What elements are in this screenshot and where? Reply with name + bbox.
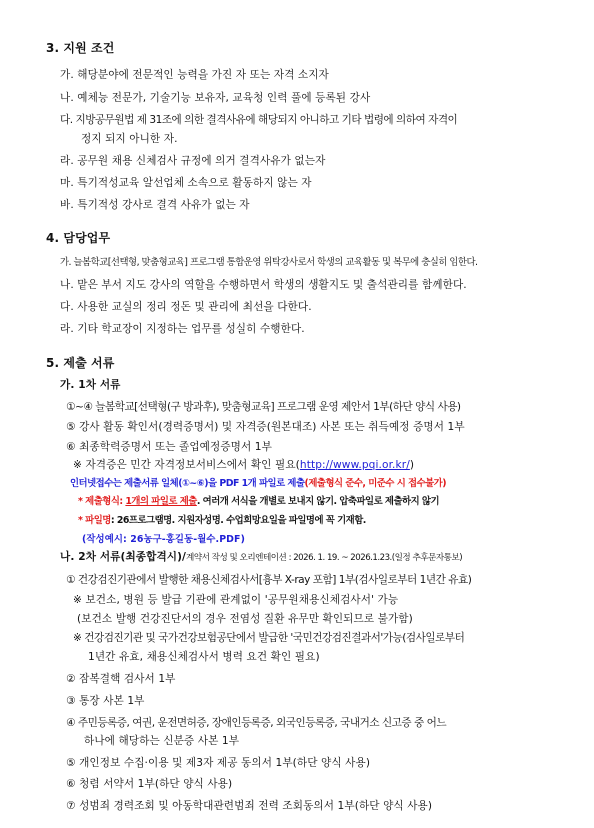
format-desc: . 여러개 서식을 개별로 보내지 않기. 압축파일로 제출하지 않기 <box>196 496 440 507</box>
s4-item-ra: 라. 기타 학교장이 지정하는 업무를 성실히 수행한다. <box>60 323 305 335</box>
s4-item-da: 다. 사용한 교실의 정리 정돈 및 관리에 최선을 다한다. <box>60 301 312 313</box>
submission-rule: 인터넷접수는 제출서류 일체(①~⑥)을 PDF 1개 파일로 제출 <box>70 478 305 489</box>
sub1-title: 가. 1차 서류 <box>60 379 121 391</box>
section-4-title: 4. 담당업무 <box>46 231 111 245</box>
section-5-title: 5. 제출 서류 <box>46 356 115 370</box>
s3-item-ga: 가. 해당분야에 전문적인 능력을 가진 자 또는 자격 소지자 <box>60 69 329 81</box>
filename-label: * 파일명 <box>78 515 111 526</box>
sub1-line-2: ⑤ 강사 활동 확인서(경력증명서) 및 자격증(원본대조) 사본 또는 취득예정 증명서 1부 <box>66 421 465 433</box>
sub1-line-3: ⑥ 최종학력증명서 또는 졸업예정증명서 1부 <box>66 441 272 453</box>
s3-item-da: 다. 지방공무원법 제 31조에 의한 결격사유에 해당되지 아니하고 기타 법령에 의하여 자격이 <box>60 114 458 126</box>
sub2-line-4: ※ 건강검진기관 및 국가건강보험공단에서 발급한 '국민건강검진결과서'가능(검사일로부터 <box>73 632 465 644</box>
sub2-line-10: ⑤ 개인정보 수집·이용 및 제3자 제공 동의서 1부(하단 양식 사용) <box>66 757 371 769</box>
sub1-line-4-close: ) <box>409 459 415 471</box>
s4-item-na: 나. 맡은 부서 지도 강사의 역할을 수행하면서 학생의 생활지도 및 출석관리를 함께한다. <box>60 279 467 291</box>
section-3-title: 3. 지원 조건 <box>46 41 115 55</box>
sub1-example: (작성예시: 26농구-홍길동-월수.PDF) <box>82 534 245 545</box>
submission-warning: (제출형식 준수, 미준수 시 접수불가) <box>304 478 447 489</box>
s3-item-ba: 바. 특기적성 강사로 결격 사유가 없는 자 <box>60 199 250 211</box>
filename-desc: : 26프로그램명. 지원자성명. 수업희망요일을 파일명에 꼭 기재함. <box>110 515 366 526</box>
sub2-title: 나. 2차 서류(최종합격시)/ <box>60 551 187 563</box>
s3-item-ra: 라. 공무원 채용 신체검사 규정에 의거 결격사유가 없는자 <box>60 155 326 167</box>
format-label: * 제출형식: <box>78 496 126 507</box>
s4-item-ga: 가. 늘봄학교[선택형, 맞춤형교육] 프로그램 통합운영 위탁강사로서 학생의 교육활동 및 복무에 충실히 임한다. <box>60 257 478 268</box>
sub2-line-2: ※ 보건소, 병원 등 발급 기관에 관계없이 '공무원채용신체검사서' 가능 <box>73 594 399 606</box>
sub1-line-6 <box>78 495 439 509</box>
format-one-file: 1개의 파일로 제출 <box>125 496 197 507</box>
sub1-line-7 <box>78 514 366 528</box>
s3-item-na: 나. 예체능 전문가, 기술기능 보유자, 교육청 인력 풀에 등록된 강사 <box>60 92 371 104</box>
sub2-line-3: (보건소 발행 건강진단서의 경우 전염성 질환 유무만 확인되므로 불가함) <box>77 613 413 625</box>
sub2-title-line <box>60 550 462 565</box>
sub2-line-7: ③ 통장 사본 1부 <box>66 695 145 707</box>
sub1-line-4 <box>73 458 414 472</box>
s3-item-da-cont: 정지 되지 아니한 자. <box>81 133 178 145</box>
s3-item-ma: 마. 특기적성교육 알선업체 소속으로 활동하지 않는 자 <box>60 177 312 189</box>
pqi-link[interactable]: http://www.pqi.or.kr/ <box>299 459 410 471</box>
sub1-line-1: ①~④ 늘봄학교[선택형(구 방과후), 맞춤형교육] 프로그램 운영 제안서 1부(하단 양식 사용) <box>66 401 461 413</box>
sub2-line-9: 하나에 해당하는 신분증 사본 1부 <box>84 735 240 747</box>
sub2-line-11: ⑥ 청렴 서약서 1부(하단 양식 사용) <box>66 778 233 790</box>
sub1-line-5 <box>70 477 446 491</box>
sub2-line-1: ① 건강검진기관에서 발행한 채용신체검사서[흉부 X-ray 포함] 1부(검사일로부터 1년간 유효) <box>66 574 472 586</box>
sub2-line-8: ④ 주민등록증, 여권, 운전면허증, 장애인등록증, 외국인등록증, 국내거소 신고증 중 어느 <box>66 717 447 729</box>
sub2-title-note: 계약서 작성 및 오리엔테이션 : 2026. 1. 19. ~ 2026.1.23.(일정 추후문자통보) <box>186 553 463 563</box>
sub1-line-4-text: ※ 자격증은 민간 자격정보서비스에서 확인 필요( <box>73 459 300 471</box>
sub2-line-12: ⑦ 성범죄 경력조회 및 아동학대관련범죄 전력 조회동의서 1부(하단 양식 사용) <box>66 800 433 812</box>
sub2-line-5: 1년간 유효, 채용신체검사서 병력 요건 확인 필요) <box>88 651 320 663</box>
sub2-line-6: ② 잠복결핵 검사서 1부 <box>66 673 176 685</box>
